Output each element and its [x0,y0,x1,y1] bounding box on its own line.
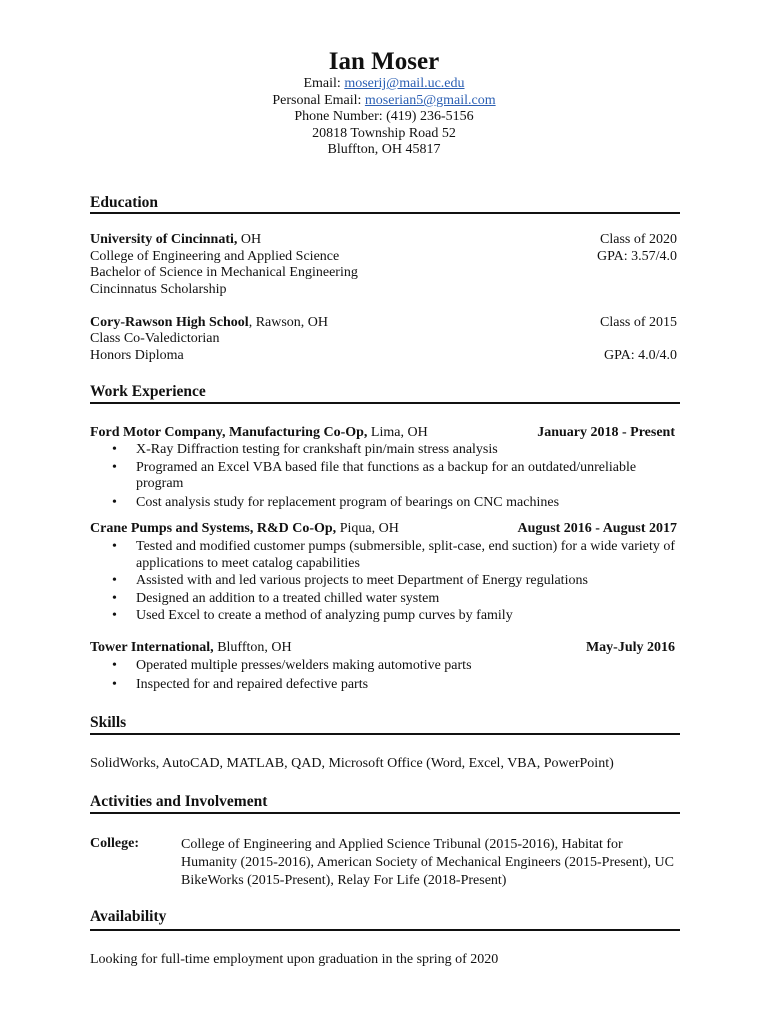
job-location: Piqua, OH [336,521,399,536]
list-item: • Designed an addition to a treated chilled water system [112,591,682,608]
work-divider [90,402,680,404]
school-detail: Cincinnatus Scholarship [90,282,227,297]
school-name: University of Cincinnati, [90,232,238,247]
address-line-1: 20818 Township Road 52 [312,126,456,141]
list-item: • Assisted with and led various projects to meet Department of Energy regulations [112,573,682,590]
skills-heading: Skills [90,714,127,731]
availability-heading: Availability [90,908,167,925]
list-item: • Tested and modified customer pumps (submersible, split-case, end suction) for a wide variety of applications to meet catalog capabilities [112,539,682,572]
school-class-of: Class of 2020 [600,232,677,247]
school-detail: College of Engineering and Applied Science [90,249,340,264]
job-bullet-list [112,539,682,625]
list-item: • X-Ray Diffraction testing for crankshaft pin/main stress analysis [112,442,682,459]
job-title-line [90,425,428,442]
job-bullet-list [112,658,682,693]
school-name: Cory-Rawson High School [90,315,249,330]
education-divider [90,212,680,214]
activities-divider [90,812,680,814]
availability-divider [90,929,680,931]
list-item: • Cost analysis study for replacement program of bearings on CNC machines [112,495,682,512]
personal-email-line [0,93,768,110]
list-item: • Inspected for and repaired defective parts [112,677,682,694]
work-heading: Work Experience [90,383,206,400]
address-line-2: Bluffton, OH 45817 [327,142,441,157]
candidate-name: Ian Moser [328,48,440,75]
job-bullet-list [112,442,682,511]
email-link[interactable]: moserij@mail.uc.edu [344,76,465,91]
job-dates: August 2016 - August 2017 [517,521,677,536]
school-location: , Rawson, OH [248,315,329,330]
skills-text: SolidWorks, AutoCAD, MATLAB, QAD, Microsoft Office (Word, Excel, VBA, PowerPoint) [90,756,614,771]
personal-email-label: Personal Email: [272,93,365,108]
list-item: • Programed an Excel VBA based file that functions as a backup for an outdated/unreliable program [112,460,682,493]
school-hs-line [90,315,328,332]
activities-text: College of Engineering and Applied Science Tribunal (2015-2016), Habitat for Humanity (2015-2016), American Society of Mechanical Engineers (2015-Present), UC BikeWorks (2015-Present), Relay For Life (2018-Present) [181,837,674,888]
job-location: Bluffton, OH [213,640,292,655]
list-item: • Operated multiple presses/welders making automotive parts [112,658,682,675]
school-uc-line [90,232,261,249]
school-gpa: GPA: 4.0/4.0 [603,348,677,363]
school-gpa: GPA: 3.57/4.0 [596,249,677,264]
personal-email-link[interactable]: moserian5@gmail.com [364,93,496,108]
job-employer: Tower International, [90,640,214,655]
activities-heading: Activities and Involvement [90,793,268,810]
job-location: Lima, OH [367,425,428,440]
activities-label: College: [90,836,139,851]
job-dates: January 2018 - Present [537,425,675,440]
school-detail: Honors Diploma [90,348,184,363]
job-title-line [90,640,292,657]
job-employer: Crane Pumps and Systems, R&D Co-Op, [90,521,337,536]
job-title-line [90,521,399,538]
school-location: OH [237,232,262,247]
school-class-of: Class of 2015 [600,315,677,330]
education-heading: Education [90,194,159,211]
list-item: • Used Excel to create a method of analyzing pump curves by family [112,608,682,625]
availability-text: Looking for full-time employment upon graduation in the spring of 2020 [90,952,499,967]
school-detail: Bachelor of Science in Mechanical Engineering [90,265,358,280]
email-line [0,76,768,93]
school-detail: Class Co-Valedictorian [90,331,220,346]
job-dates: May-July 2016 [585,640,675,655]
phone-line: Phone Number: (419) 236-5156 [294,109,474,124]
job-employer: Ford Motor Company, Manufacturing Co-Op, [90,425,368,440]
email-label: Email: [303,76,345,91]
skills-divider [90,733,680,735]
